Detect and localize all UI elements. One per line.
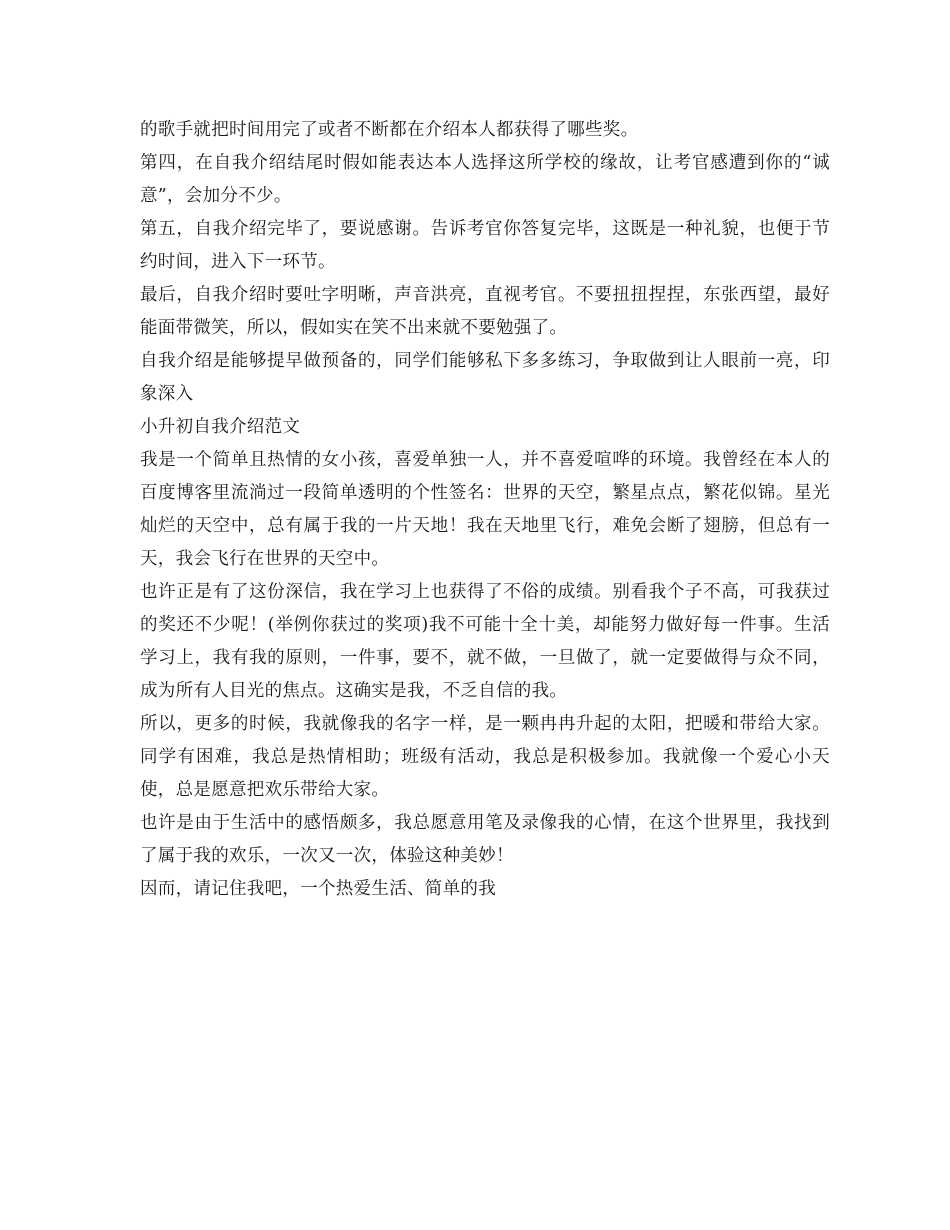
paragraph: 所以，更多的时候，我就像我的名字一样，是一颗冉冉升起的太阳，把暖和带给大家。同学有困难，我总是热情相助；班级有活动，我总是积极参加。我就像一个爱心小天使，总是愿意把欢乐带给大家。 bbox=[140, 714, 830, 800]
paragraph: 因而，请记住我吧，一个热爱生活、简单的我 bbox=[140, 879, 496, 899]
paragraph: 第五，自我介绍完毕了，要说感谢。告诉考官你答复完毕，这既是一种礼貌，也便于节约时间，进入下一环节。 bbox=[140, 219, 830, 272]
paragraph: 的歌手就把时间用完了或者不断都在介绍本人都获得了哪些奖。 bbox=[140, 120, 639, 140]
paragraph: 也许是由于生活中的感悟颇多，我总愿意用笔及录像我的心情，在这个世界里，我找到了属于我的欢乐，一次又一次，体验这种美妙！ bbox=[140, 813, 830, 866]
document-body bbox=[140, 114, 830, 906]
paragraph: 也许正是有了这份深信，我在学习上也获得了不俗的成绩。别看我个子不高，可我获过的奖还不少呢！(举例你获过的奖项)我不可能十全十美，却能努力做好每一件事。生活学习上，我有我的原则，一件事，要不，就不做，一旦做了，就一定要做得与众不同，成为所有人目光的焦点。这确实是我，不乏自信的我。 bbox=[140, 582, 830, 701]
paragraph: 第四，在自我介绍结尾时假如能表达本人选择这所学校的缘故，让考官感遭到你的“诚意”，会加分不少。 bbox=[140, 153, 830, 206]
section-heading: 小升初自我介绍范文 bbox=[140, 417, 301, 437]
paragraph: 自我介绍是能够提早做预备的，同学们能够私下多多练习，争取做到让人眼前一亮，印象深入 bbox=[140, 351, 830, 404]
paragraph: 我是一个简单且热情的女小孩，喜爱单独一人，并不喜爱喧哗的环境。我曾经在本人的百度博客里流淌过一段简单透明的个性签名：世界的天空，繁星点点，繁花似锦。星光灿烂的天空中，总有属于我的一片天地！我在天地里飞行，难免会断了翅膀，但总有一天，我会飞行在世界的天空中。 bbox=[140, 450, 830, 569]
paragraph: 最后，自我介绍时要吐字明晰，声音洪亮，直视考官。不要扭扭捏捏，东张西望，最好能面带微笑，所以，假如实在笑不出来就不要勉强了。 bbox=[140, 285, 830, 338]
